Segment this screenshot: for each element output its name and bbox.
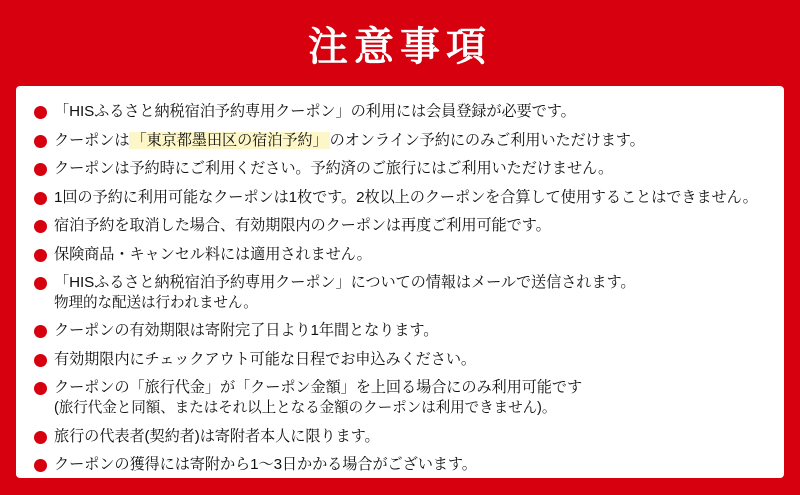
notice-text: 「HISふるさと納税宿泊予約専用クーポン」の利用には会員登録が必要です。 — [54, 103, 576, 120]
notice-text: 旅行の代表者(契約者)は寄附者本人に限ります。 — [54, 427, 380, 445]
notice-text: 1回の予約に利用可能なクーポンは1枚です。2枚以上のクーポンを合算して使用することはできません。 — [54, 188, 758, 206]
list-item — [34, 321, 766, 342]
bullet-icon — [34, 277, 47, 290]
bullet-icon — [34, 135, 47, 148]
list-item — [34, 131, 766, 152]
bullet-icon — [34, 354, 47, 367]
notice-text — [54, 378, 766, 418]
highlighted-area-name: 「東京都墨田区の宿泊予約」 — [131, 131, 328, 149]
list-item — [34, 455, 766, 476]
bullet-icon — [34, 382, 47, 395]
notice-text — [54, 131, 766, 152]
bullet-icon — [34, 192, 47, 205]
notice-text-main: クーポンの「旅行代金」が「クーポン金額」を上回る場合にのみ利用可能です — [54, 379, 583, 397]
notice-text: クーポンは予約時にご利用ください。予約済のご旅行にはご利用いただけません。 — [54, 160, 614, 178]
bullet-icon — [34, 106, 47, 119]
notice-text: 有効期限内にチェックアウト可能な日程でお申込みください。 — [54, 350, 476, 368]
bullet-icon — [34, 325, 47, 338]
list-item — [34, 188, 766, 209]
list-item — [34, 378, 766, 418]
bullet-icon — [34, 431, 47, 444]
bullet-icon — [34, 459, 47, 472]
notice-text: 宿泊予約を取消した場合、有効期限内のクーポンは再度ご利用可能です。 — [54, 217, 551, 235]
list-item — [34, 427, 766, 448]
list-item — [34, 102, 766, 123]
notice-text-pre: クーポンは — [54, 131, 130, 149]
notice-text-main: 「HISふるさと納税宿泊予約専用クーポン」についての情報はメールで送信されます。 — [54, 274, 636, 292]
notice-text-sub: (旅行代金と同額、またはそれ以上となる金額のクーポンは利用できません)。 — [54, 399, 557, 416]
notice-text: クーポンの有効期限は寄附完了日より1年間となります。 — [54, 322, 439, 340]
notice-text-post: のオンライン予約にのみご利用いただけます。 — [329, 131, 645, 149]
list-item — [34, 273, 766, 313]
page-title: 注意事項 — [308, 25, 492, 69]
bullet-icon — [34, 249, 47, 262]
notice-text-sub: 物理的な配送は行われません。 — [54, 294, 258, 311]
list-item — [34, 350, 766, 371]
list-item — [34, 216, 766, 237]
notice-list — [34, 102, 766, 476]
notice-text: クーポンの獲得には寄附から1～3日かかる場合がございます。 — [54, 456, 477, 474]
bullet-icon — [34, 163, 47, 176]
list-item — [34, 245, 766, 266]
list-item — [34, 159, 766, 180]
notice-text: 保険商品・キャンセル料には適用されません。 — [54, 245, 372, 263]
notice-text — [54, 273, 766, 313]
bullet-icon — [34, 220, 47, 233]
notice-panel — [16, 86, 784, 478]
